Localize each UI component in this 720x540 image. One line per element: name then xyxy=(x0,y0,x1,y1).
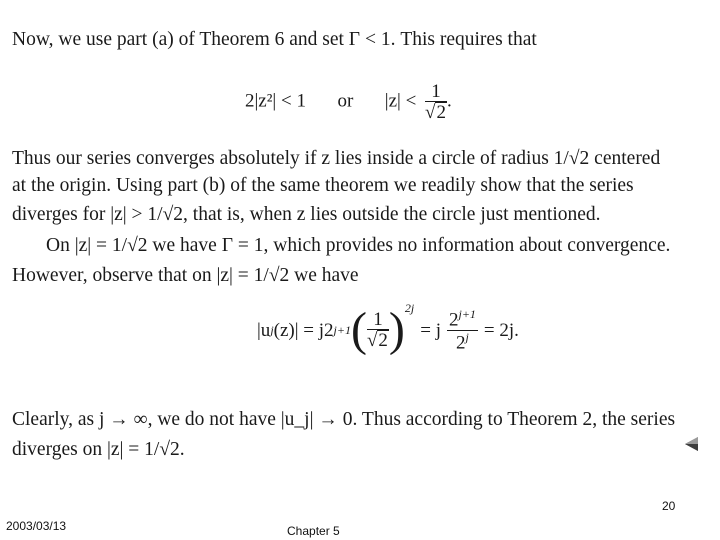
speaker-back-icon[interactable] xyxy=(683,436,699,452)
equation-2-rhs: = 2j. xyxy=(483,319,519,341)
equation-2-paren-sup: 2j xyxy=(404,301,415,315)
equation-1-fraction xyxy=(425,82,447,122)
equation-1: 2|z²| < 1 or |z| < $\frac{1}{√2}$ . xyxy=(245,81,452,123)
equation-1-numerator: 1 xyxy=(425,82,447,102)
equation-1-connector: or xyxy=(337,90,354,112)
equation-2-lhs-sub: j xyxy=(270,323,274,337)
equation-2-lhs: |u xyxy=(257,319,271,341)
equation-2-frac1-num: 1 xyxy=(367,310,389,330)
equation-2-frac2-den: 2$^j$ xyxy=(456,329,469,353)
equation-1-denominator: √2 xyxy=(425,102,446,123)
equation-2-lhs-rest: (z)| = j2 xyxy=(273,319,334,341)
footer-chapter: Chapter 5 xyxy=(287,524,340,538)
equation-2-fraction-1 xyxy=(367,310,389,350)
equation-2 xyxy=(257,300,519,360)
equation-1-right-prefix: |z| < xyxy=(384,90,417,112)
right-paren: ) xyxy=(388,303,405,356)
paragraph-2-line-2: at the origin. Using part (b) of the same theorem we readily show that the series xyxy=(12,175,634,196)
paragraph-2-line-3: diverges for |z| > 1/√2, that is, when z lies outside the circle just mentioned. xyxy=(12,204,601,225)
paragraph-3-line-1: Clearly, as j → ∞, we do not have |u_j| → 0. Thus according to Theorem 2, the series xyxy=(12,409,676,430)
equation-2-lhs-sup: j+1 xyxy=(333,323,351,337)
paragraph-1-line-1: Now, we use part (a) of Theorem 6 and set Γ < 1. This requires that xyxy=(12,29,537,50)
equation-2-fraction-2 xyxy=(447,308,478,352)
equation-2-frac2-num: $2^{j+1}$ xyxy=(448,307,476,331)
paragraph-2-line-4: On |z| = 1/√2 we have Γ = 1, which provides no information about convergence. xyxy=(46,235,671,256)
footer-date: 2003/03/13 xyxy=(6,519,67,533)
equation-1-left: 2|z²| < 1 xyxy=(245,90,306,112)
equation-2-frac1-den: √2 xyxy=(366,330,388,351)
page-number: 20 xyxy=(662,499,676,513)
equation-2-mid: = j xyxy=(420,319,441,341)
paragraph-2-line-5: However, observe that on |z| = 1/√2 we have xyxy=(12,265,359,286)
paragraph-2-line-1: Thus our series converges absolutely if z lies inside a circle of radius 1/√2 centered xyxy=(12,148,661,169)
paragraph-3-line-2: diverges on |z| = 1/√2. xyxy=(12,439,185,460)
speaker-back-icon-svg xyxy=(683,436,699,452)
left-paren: ( xyxy=(350,303,367,356)
